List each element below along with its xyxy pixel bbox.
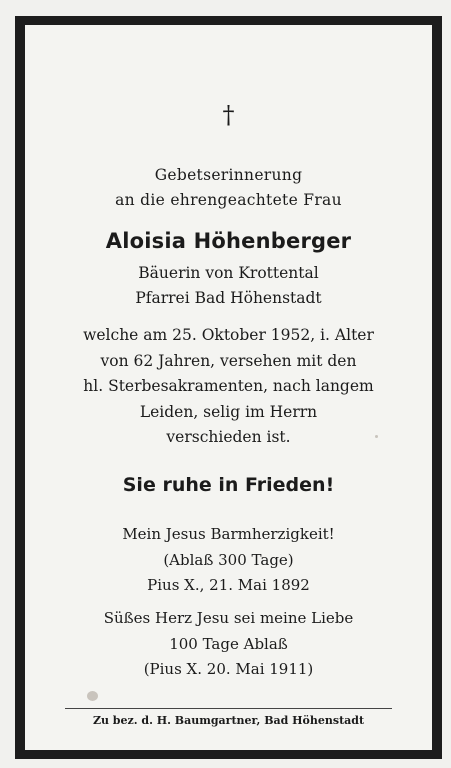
prayer-line: Mein Jesus Barmherzigkeit! (122, 525, 335, 543)
prayer-line: Pius X., 21. Mai 1892 (147, 576, 310, 594)
body-line: von 62 Jahren, versehen mit den (100, 351, 357, 370)
subtitle-text (25, 261, 432, 311)
prayer-line: (Pius X. 20. Mai 1911) (143, 660, 314, 678)
prayer-one (25, 522, 432, 599)
paper-stain (375, 435, 378, 438)
subtitle-line: Bäuerin von Krottental (138, 264, 319, 282)
prayer-two (25, 606, 432, 683)
footer-divider (65, 708, 392, 709)
body-line: Leiden, selig im Herrn (139, 402, 318, 421)
printer-footer: Zu bez. d. H. Baumgartner, Bad Höhenstadt (92, 714, 365, 727)
prayer-line: (Ablaß 300 Tage) (163, 550, 294, 569)
subtitle-line: Pfarrei Bad Höhenstadt (135, 289, 322, 307)
body-text (25, 323, 432, 451)
rest-in-peace-heading: Sie ruhe in Frieden! (122, 474, 335, 496)
intro-text (25, 163, 432, 213)
prayer-line: Süßes Herz Jesu sei meine Liebe (103, 609, 354, 627)
intro-line: Gebetserinnerung (154, 166, 303, 184)
cross-icon: † (222, 101, 235, 129)
prayer-line: 100 Tage Ablaß (169, 634, 288, 653)
paper-stain (87, 691, 98, 701)
black-border-frame (15, 16, 442, 759)
body-line: hl. Sterbesakramenten, nach langem (83, 377, 374, 395)
deceased-name: Aloisia Höhenberger (105, 229, 352, 253)
body-line: verschieden ist. (166, 428, 291, 446)
intro-line: an die ehrengeachtete Frau (115, 191, 342, 209)
body-line: welche am 25. Oktober 1952, i. Alter (83, 326, 374, 344)
